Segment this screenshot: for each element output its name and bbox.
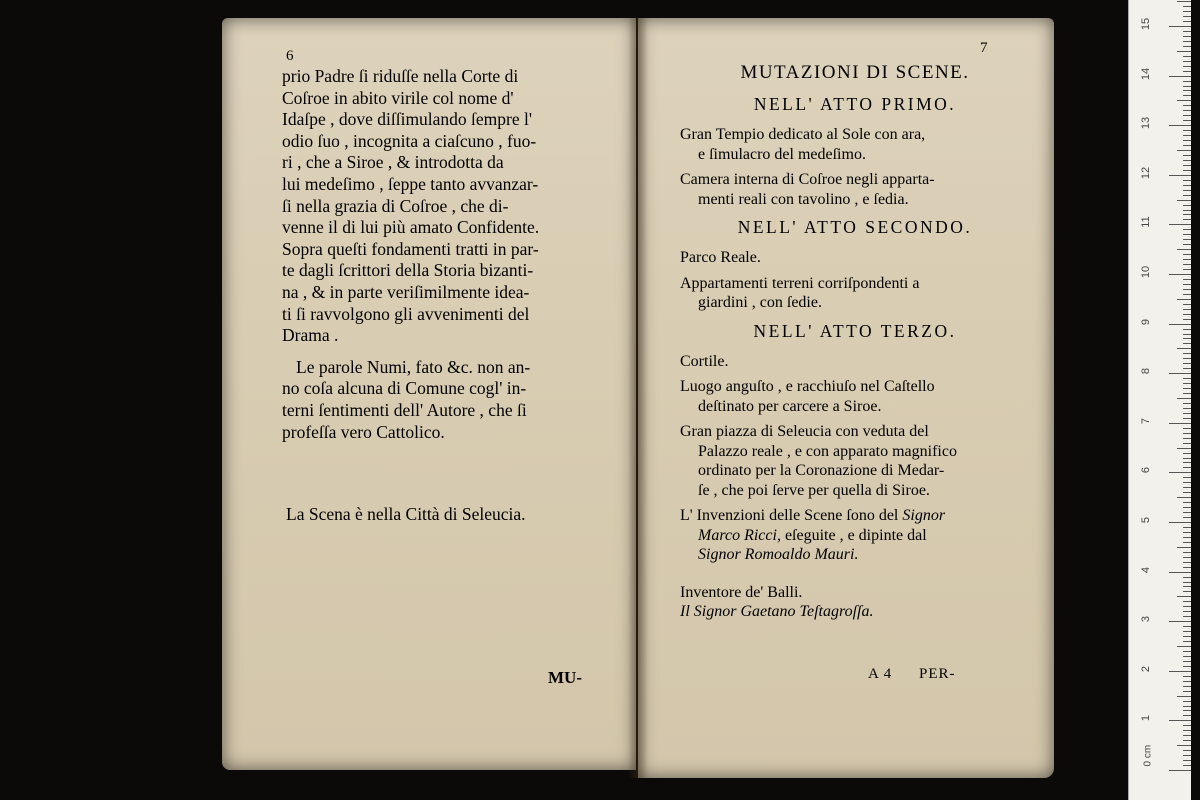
ruler-tick — [1183, 666, 1191, 667]
ruler-tick — [1183, 21, 1191, 22]
ruler-tick — [1177, 299, 1191, 300]
ruler-label: 14 — [1140, 67, 1152, 80]
ruler-tick — [1183, 66, 1191, 67]
ruler-tick — [1183, 180, 1191, 181]
ruler-tick — [1183, 294, 1191, 295]
text-line: venne il di lui più amato Confidente. — [282, 217, 540, 238]
ruler-tick — [1183, 165, 1191, 166]
ruler-tick — [1183, 477, 1191, 478]
ruler-tick — [1183, 443, 1191, 444]
scene-entry — [680, 170, 1030, 209]
ruler-tick — [1183, 562, 1191, 563]
ruler-tick — [1183, 284, 1191, 285]
ruler-tick — [1183, 160, 1191, 161]
ruler-tick — [1183, 591, 1191, 592]
text-line: Sopra queſti fondamenti tratti in par- — [282, 238, 539, 259]
ruler-tick — [1169, 373, 1191, 374]
text-line: te dagli ſcrittori della Storia bizanti- — [282, 260, 534, 281]
ruler-tick — [1183, 120, 1191, 121]
ruler-tick — [1183, 234, 1191, 235]
ruler-tick — [1183, 492, 1191, 493]
ruler-tick — [1183, 363, 1191, 364]
ruler-tick — [1183, 229, 1191, 230]
paragraph-2 — [282, 357, 622, 443]
scene-entry-line: menti reali con tavolino , e ſedia. — [698, 190, 909, 208]
ruler-tick — [1177, 100, 1191, 101]
ruler-tick — [1177, 497, 1191, 498]
ruler-tick — [1183, 269, 1191, 270]
ruler-tick — [1183, 740, 1191, 741]
act2-entries — [680, 248, 1030, 313]
ruler-tick — [1183, 755, 1191, 756]
ruler-tick — [1177, 1, 1191, 2]
scene-entry-line: Appartamenti terreni corriſpondenti a — [680, 274, 920, 292]
ruler-tick — [1183, 254, 1191, 255]
ruler-tick — [1183, 195, 1191, 196]
ruler-tick — [1183, 418, 1191, 419]
ruler-tick — [1183, 507, 1191, 508]
text-line: ti ſi ravvolgono gli avvenimenti del — [282, 303, 530, 324]
ruler-tick — [1183, 725, 1191, 726]
ruler-tick — [1183, 681, 1191, 682]
dances-credit: Inventore de' Balli. Il Signor Gaetano Teſtagroſſa. — [680, 583, 874, 620]
scene-entry-line: Cortile. — [680, 352, 729, 370]
ruler-tick — [1183, 353, 1191, 354]
ruler-tick — [1183, 81, 1191, 82]
ruler-tick — [1177, 448, 1191, 449]
text-line: terni ſentimenti dell' Autore , che ſi — [282, 399, 527, 420]
ruler-tick — [1183, 115, 1191, 116]
ruler-tick — [1183, 388, 1191, 389]
ruler-tick — [1183, 6, 1191, 7]
scenes-credit: L' Invenzioni delle Scene ſono del Signor Marco Ricci, eſeguite , e dipinte dal Signor Romoaldo Mauri. — [680, 507, 946, 563]
ruler-tick — [1169, 76, 1191, 77]
ruler-tick — [1183, 482, 1191, 483]
scene-entry-line: Parco Reale. — [680, 249, 761, 266]
ruler-label: 10 — [1140, 265, 1152, 279]
ruler-tick — [1177, 200, 1191, 201]
ruler-label: 3 — [1140, 616, 1152, 623]
ruler-tick — [1169, 423, 1191, 424]
ruler-tick — [1183, 155, 1191, 156]
ruler-tick — [1183, 110, 1191, 111]
ruler-tick — [1183, 11, 1191, 12]
ruler-tick — [1183, 641, 1191, 642]
ruler-tick — [1183, 765, 1191, 766]
ruler-tick — [1183, 304, 1191, 305]
scene-entry-line: Palazzo reale , e con apparato magnifico — [698, 442, 957, 460]
ruler-tick — [1183, 264, 1191, 265]
scene-entry — [680, 377, 1030, 416]
act2-heading: NELL' ATTO SECONDO. — [737, 217, 973, 237]
text-line: Drama . — [282, 325, 339, 346]
ruler-tick — [1183, 586, 1191, 587]
ruler-tick — [1183, 512, 1191, 513]
ruler-tick — [1183, 438, 1191, 439]
ruler-label: 5 — [1140, 516, 1152, 524]
ruler-tick — [1183, 105, 1191, 106]
ruler-tick — [1183, 750, 1191, 751]
ruler-tick — [1183, 170, 1191, 171]
scene-entry-line: ſe , che poi ſerve per quella di Siroe. — [698, 481, 930, 499]
ruler-tick — [1183, 403, 1191, 404]
ruler-tick — [1169, 26, 1191, 27]
ruler-tick — [1183, 46, 1191, 47]
ruler-label: 7 — [1140, 417, 1152, 424]
ruler-tick — [1183, 319, 1191, 320]
ruler-label: 12 — [1140, 166, 1152, 179]
ruler-label: 4 — [1140, 566, 1152, 573]
ruler-tick — [1183, 537, 1191, 538]
ruler-tick — [1183, 706, 1191, 707]
ruler-tick — [1183, 458, 1191, 459]
ruler-tick — [1183, 334, 1191, 335]
scene-entry-line: Gran Tempio dedicato al Sole con ara, — [680, 126, 926, 143]
ruler-tick — [1177, 596, 1191, 597]
ruler-label: 8 — [1140, 368, 1152, 375]
text-line: Coſroe in abito virile col nome d' — [282, 87, 514, 108]
ruler-tick — [1177, 398, 1191, 399]
ruler-tick — [1183, 691, 1191, 692]
ruler-label: 9 — [1140, 318, 1152, 325]
ruler-tick — [1183, 36, 1191, 37]
ruler-tick — [1169, 770, 1191, 771]
ruler-tick — [1183, 259, 1191, 260]
scale-ruler — [1128, 0, 1191, 800]
right-page-number: 7 — [980, 40, 988, 56]
ruler-tick — [1183, 244, 1191, 245]
ruler-tick — [1183, 71, 1191, 72]
ruler-tick — [1183, 368, 1191, 369]
ruler-tick — [1183, 676, 1191, 677]
text-line: no coſa alcuna di Comune cogl' in- — [282, 378, 527, 399]
ruler-tick — [1183, 239, 1191, 240]
ruler-tick — [1177, 150, 1191, 151]
ruler-tick — [1177, 696, 1191, 697]
ruler-tick — [1169, 324, 1191, 325]
ruler-tick — [1183, 145, 1191, 146]
ruler-label: 6 — [1140, 467, 1152, 474]
ruler-tick — [1177, 51, 1191, 52]
ruler-tick — [1169, 125, 1191, 126]
ruler-tick — [1177, 348, 1191, 349]
ruler-tick — [1183, 577, 1191, 578]
scene-changes-title: MUTAZIONI DI SCENE. — [740, 62, 970, 83]
scene-entry — [680, 274, 1030, 313]
ruler-tick — [1183, 715, 1191, 716]
scene-entry-line: Gran piazza di Seleucia con veduta del — [680, 423, 929, 440]
ruler-tick — [1177, 745, 1191, 746]
ruler-tick — [1183, 527, 1191, 528]
ruler-tick — [1183, 557, 1191, 558]
ruler-tick — [1177, 646, 1191, 647]
ruler-tick — [1183, 214, 1191, 215]
scene-location: La Scena è nella Città di Seleucia. — [286, 504, 526, 524]
ruler-tick — [1177, 249, 1191, 250]
ruler-tick — [1183, 205, 1191, 206]
text-line: ri , che a Siroe , & introdotta da — [282, 152, 504, 173]
ruler-tick — [1183, 190, 1191, 191]
ruler-unit: 0 cm — [1142, 744, 1154, 767]
ruler-tick — [1183, 735, 1191, 736]
ruler-tick — [1183, 338, 1191, 339]
ruler-tick — [1183, 433, 1191, 434]
ruler-tick — [1183, 552, 1191, 553]
scene-entry — [680, 248, 1030, 268]
scene-entry-line: ordinato per la Coronazione di Medar- — [698, 462, 945, 479]
text-line: na , & in parte veriſimilmente idea- — [282, 281, 530, 302]
ruler-tick — [1183, 636, 1191, 637]
ruler-tick — [1183, 701, 1191, 702]
ruler-tick — [1183, 616, 1191, 617]
ruler-label: 13 — [1140, 117, 1152, 130]
ruler-tick — [1183, 626, 1191, 627]
ruler-tick — [1183, 140, 1191, 141]
ruler-tick — [1169, 472, 1191, 473]
ruler-tick — [1169, 522, 1191, 523]
scene-entry-line: deſtinato per carcere a Siroe. — [698, 397, 882, 415]
ruler-tick — [1183, 378, 1191, 379]
ruler-tick — [1183, 90, 1191, 91]
ruler-tick — [1183, 611, 1191, 612]
ruler-tick — [1183, 185, 1191, 186]
ruler-tick — [1169, 671, 1191, 672]
ruler-tick — [1183, 487, 1191, 488]
act3-heading: NELL' ATTO TERZO. — [753, 320, 957, 341]
ruler-tick — [1183, 760, 1191, 761]
ruler-label: 2 — [1140, 665, 1152, 672]
signature-mark: A 4 PER- — [868, 666, 956, 682]
text-line: profeſſa vero Cattolico. — [282, 421, 445, 442]
ruler-tick — [1183, 730, 1191, 731]
ruler-tick — [1183, 408, 1191, 409]
text-line: ſi nella grazia di Coſroe , che di- — [282, 195, 509, 216]
ruler-tick — [1183, 656, 1191, 657]
text-line: Le parole Numi, fato &c. non an- — [296, 356, 531, 377]
ruler-tick — [1183, 41, 1191, 42]
text-line: odio ſuo , incognita a ciaſcuno , fuo- — [282, 130, 537, 151]
ruler-tick — [1177, 547, 1191, 548]
ruler-tick — [1183, 210, 1191, 211]
ruler-tick — [1183, 86, 1191, 87]
ruler-label: 11 — [1140, 216, 1152, 229]
scene-entry — [680, 352, 1030, 372]
ruler-tick — [1183, 532, 1191, 533]
ruler-tick — [1183, 95, 1191, 96]
left-page-text — [282, 66, 622, 443]
ruler-tick — [1183, 219, 1191, 220]
ruler-tick — [1183, 413, 1191, 414]
ruler-tick — [1183, 428, 1191, 429]
ruler-tick — [1183, 710, 1191, 711]
left-catchword: MU- — [548, 668, 582, 687]
scene-entry-line: e ſimulacro del medeſimo. — [698, 145, 866, 163]
ruler-tick — [1183, 661, 1191, 662]
ruler-tick — [1169, 175, 1191, 176]
ruler-label: 1 — [1140, 715, 1152, 722]
ruler-tick — [1183, 393, 1191, 394]
ruler-tick — [1183, 383, 1191, 384]
right-page-text — [680, 62, 1030, 628]
ruler-tick — [1183, 651, 1191, 652]
ruler-tick — [1183, 56, 1191, 57]
ruler-tick — [1183, 453, 1191, 454]
ruler-tick — [1183, 329, 1191, 330]
paragraph-1 — [282, 66, 622, 347]
ruler-tick — [1169, 572, 1191, 573]
ruler-tick — [1183, 606, 1191, 607]
scene-entry-line: Luogo anguſto , e racchiuſo nel Caſtello — [680, 378, 935, 395]
ruler-tick — [1183, 542, 1191, 543]
ruler-tick — [1183, 582, 1191, 583]
scene-entry-line: Camera interna di Coſroe negli apparta- — [680, 171, 935, 188]
ruler-tick — [1169, 621, 1191, 622]
ruler-tick — [1183, 61, 1191, 62]
act1-entries — [680, 125, 1030, 209]
text-line: prio Padre ſi riduſſe nella Corte di — [282, 66, 519, 86]
ruler-tick — [1169, 224, 1191, 225]
ruler-tick — [1183, 289, 1191, 290]
ruler-tick — [1183, 135, 1191, 136]
ruler-tick — [1183, 309, 1191, 310]
ruler-tick — [1169, 720, 1191, 721]
ruler-tick — [1169, 274, 1191, 275]
ruler-tick — [1183, 279, 1191, 280]
ruler-tick — [1183, 31, 1191, 32]
ruler-tick — [1183, 467, 1191, 468]
act1-heading: NELL' ATTO PRIMO. — [753, 94, 957, 114]
ruler-tick — [1183, 314, 1191, 315]
ruler-tick — [1183, 130, 1191, 131]
text-line: lui medeſimo , ſeppe tanto avvanzar- — [282, 173, 539, 194]
book-gutter — [628, 18, 648, 778]
ruler-label: 15 — [1140, 17, 1152, 31]
ruler-tick — [1183, 631, 1191, 632]
left-page-number: 6 — [286, 48, 294, 64]
scene-entry-line: giardini , con ſedie. — [698, 294, 822, 311]
scene-entry — [680, 422, 1030, 500]
ruler-tick — [1183, 686, 1191, 687]
text-line: Idaſpe , dove diſſimulando ſempre l' — [282, 109, 533, 130]
ruler-tick — [1183, 343, 1191, 344]
ruler-tick — [1183, 601, 1191, 602]
ruler-tick — [1183, 567, 1191, 568]
ruler-tick — [1183, 517, 1191, 518]
act3-entries — [680, 352, 1030, 501]
ruler-tick — [1183, 358, 1191, 359]
ruler-tick — [1183, 502, 1191, 503]
ruler-tick — [1183, 462, 1191, 463]
scene-entry — [680, 125, 1030, 164]
ruler-tick — [1183, 16, 1191, 17]
